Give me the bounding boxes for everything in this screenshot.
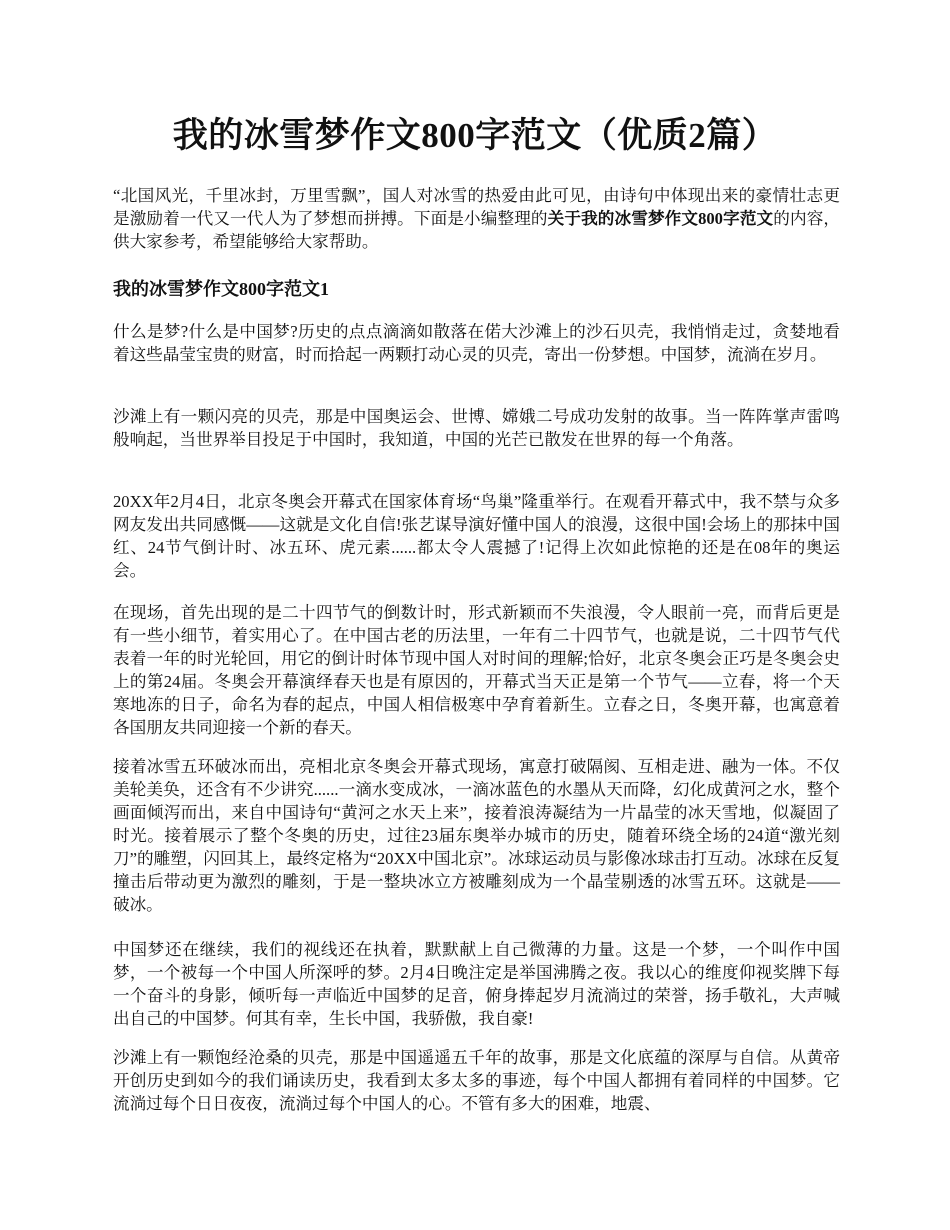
paragraph-5: 接着冰雪五环破冰而出，亮相北京冬奥会开幕式现场，寓意打破隔阂、互相走进、融为一体。不仅美轮美奂，还含有不少讲究......一滴水变成冰，一滴冰蓝色的水墨从天而降，幻化成黄河之水，整个画面倾泻而出，来自中国诗句“黄河之水天上来”，接着浪涛凝结为一片晶莹的冰天雪地，似凝固了时光。接着展示了整个冬奥的历史，过往23届东奥举办城市的历史，随着环绕全场的24道“激光刻刀”的雕塑，闪回其上，最终定格为“20XX中国北京”。冰球运动员与影像冰球击打互动。冰球在反复撞击后带动更为激烈的雕刻，于是一整块冰立方被雕刻成为一个晶莹剔透的冰雪五环。这就是——破冰。 (113, 757, 840, 914)
document-title: 我的冰雪梦作文800字范文（优质2篇） (172, 116, 778, 155)
intro-text-start: “北国风光，千里冰封，万里雪飘”，国人对冰雪的热爱由此可见，由诗句中体现出来的豪情壮志更是激励着一代又一代人为了梦想而拼搏。下面是小编整理的 (113, 186, 840, 228)
intro-text-end: 的内容，供大家参考，希望能够给大家帮助。 (113, 209, 841, 251)
paragraph-3: 20XX年2月4日，北京冬奥会开幕式在国家体育场“鸟巢”隆重举行。在观看开幕式中，我不禁与众多网友发出共同感慨——这就是文化自信!张艺谋导演好懂中国人的浪漫，这很中国!会场上的那抹中国红、24节气倒计时、冰五环、虎元素......都太令人震撼了!记得上次如此惊艳的还是在08年的奥运会。 (113, 492, 840, 580)
section-heading: 我的冰雪梦作文800字范文1 (113, 279, 329, 299)
intro-bold-link-text: 关于我的冰雪梦作文800字范文 (547, 209, 774, 228)
paragraph-7: 沙滩上有一颗饱经沧桑的贝壳，那是中国遥遥五千年的故事，那是文化底蕴的深厚与自信。从黄帝开创历史到如今的我们诵读历史，我看到太多太多的事迹，每个中国人都拥有着同样的中国梦。它流淌过每个日日夜夜，流淌过每个中国人的心。不管有多大的困难，地震、 (113, 1048, 840, 1113)
paragraph-2: 沙滩上有一颗闪亮的贝壳，那是中国奥运会、世博、嫦娥二号成功发射的故事。当一阵阵掌声雷鸣般响起，当世界举目投足于中国时，我知道，中国的光芒已散发在世界的每一个角落。 (113, 407, 840, 449)
paragraph-1: 什么是梦?什么是中国梦?历史的点点滴滴如散落在偌大沙滩上的沙石贝壳，我悄悄走过，贪婪地看着这些晶莹宝贵的财富，时而拾起一两颗打动心灵的贝壳，寄出一份梦想。中国梦，流淌在岁月。 (113, 322, 840, 364)
paragraph-6: 中国梦还在继续，我们的视线还在执着，默默献上自己微薄的力量。这是一个梦，一个叫作中国梦，一个被每一个中国人所深呼的梦。2月4日晚注定是举国沸腾之夜。我以心的维度仰视奖牌下每一个奋斗的身影，倾听每一声临近中国梦的足音，俯身捧起岁月流淌过的荣誉，扬手敬礼，大声喊出自己的中国梦。何其有幸，生长中国，我骄傲，我自豪! (113, 940, 840, 1028)
paragraph-4: 在现场，首先出现的是二十四节气的倒数计时，形式新颖而不失浪漫，令人眼前一亮，而背后更是有一些小细节，着实用心了。在中国古老的历法里，一年有二十四节气，也就是说，二十四节气代表着一年的时光轮回，用它的倒计时体节现中国人对时间的理解;恰好，北京冬奥会正巧是冬奥会史上的第24届。冬奥会开幕演绎春天也是有原因的，开幕式当天正是第一个节气——立春，将一个天寒地冻的日子，命名为春的起点，中国人相信极寒中孕育着新生。立春之日，冬奥开幕，也寓意着各国朋友共同迎接一个新的春天。 (113, 603, 840, 737)
intro-paragraph (113, 184, 840, 253)
